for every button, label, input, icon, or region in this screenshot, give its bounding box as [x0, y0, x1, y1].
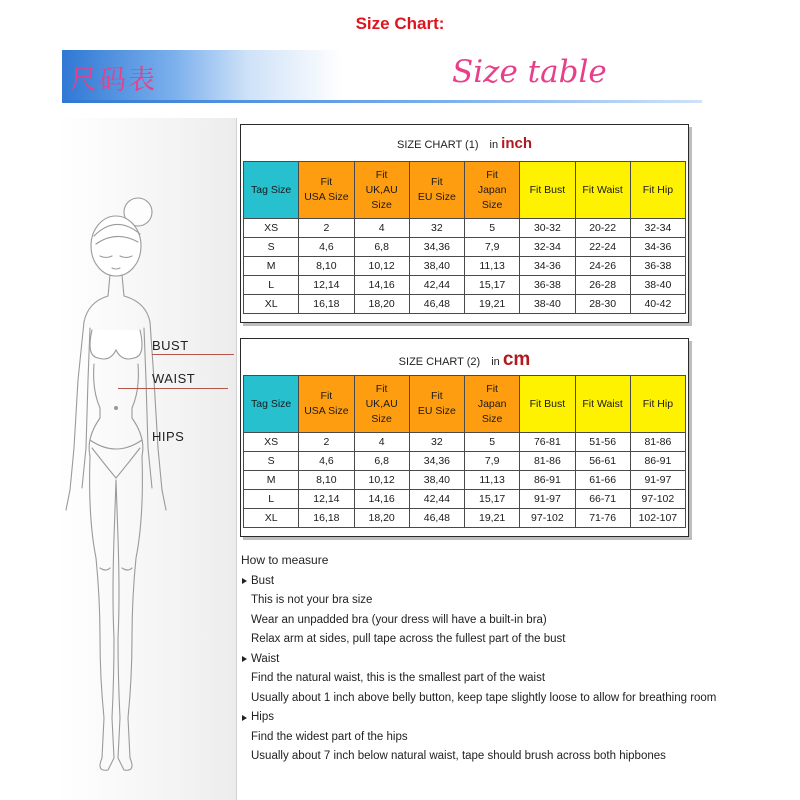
- chart-title: SIZE CHART (2): [398, 356, 481, 368]
- table-cell: 86-91: [630, 452, 685, 471]
- chart-in-text: in: [491, 356, 500, 368]
- waist-label: WAIST: [152, 371, 196, 386]
- table-cell: 2: [299, 219, 354, 238]
- table-cell: 97-102: [520, 509, 575, 528]
- table-cell: 81-86: [630, 433, 685, 452]
- table-cell: 34-36: [520, 257, 575, 276]
- page-title: Size Chart:: [355, 14, 445, 33]
- header-cell: Fit UK,AU Size: [354, 376, 409, 433]
- header-cell: Fit Japan Size: [465, 162, 520, 219]
- table-cell: 38-40: [520, 295, 575, 314]
- measure-instruction: Relax arm at sides, pull tape across the fullest part of the bust: [251, 633, 566, 645]
- triangle-bullet-icon: [242, 656, 247, 662]
- table-cell: 4: [354, 219, 409, 238]
- table-cell: 76-81: [520, 433, 575, 452]
- table-cell: 46,48: [409, 295, 464, 314]
- table-cell: L: [244, 490, 299, 509]
- table-cell: 91-97: [630, 471, 685, 490]
- table-cell: 34-36: [630, 238, 685, 257]
- table-cell: 11,13: [465, 257, 520, 276]
- table-cell: 5: [465, 433, 520, 452]
- table-cell: 10,12: [354, 257, 409, 276]
- table-cell: 102-107: [630, 509, 685, 528]
- measure-section-label: Hips: [251, 711, 275, 723]
- table-cell: 22-24: [575, 238, 630, 257]
- size-chart-inch: [240, 124, 689, 323]
- table-row: [244, 433, 686, 452]
- table-cell: 12,14: [299, 490, 354, 509]
- table-cell: L: [244, 276, 299, 295]
- table-cell: 26-28: [575, 276, 630, 295]
- chart-in-text: in: [489, 139, 499, 151]
- table-cell: M: [244, 471, 299, 490]
- chart-unit: inch: [501, 135, 533, 152]
- table-cell: 5: [465, 219, 520, 238]
- measure-instruction: Find the natural waist, this is the smallest part of the waist: [251, 672, 546, 684]
- table-row: [244, 219, 686, 238]
- measure-section-title: [241, 572, 701, 592]
- table-cell: 18,20: [354, 295, 409, 314]
- table-cell: 40-42: [630, 295, 685, 314]
- chart-title: SIZE CHART (1): [396, 139, 479, 151]
- how-to-measure: [241, 551, 717, 767]
- table-cell: 86-91: [520, 471, 575, 490]
- table-cell: 32-34: [630, 219, 685, 238]
- measure-instruction: Find the widest part of the hips: [251, 730, 408, 743]
- table-cell: 51-56: [575, 433, 630, 452]
- table-cell: 61-66: [575, 471, 630, 490]
- header-cell: Fit Hip: [630, 162, 685, 219]
- table-cell: 97-102: [630, 490, 685, 509]
- banner-underline: [62, 100, 702, 103]
- table-cell: 7,9: [465, 238, 520, 257]
- header-cell: Fit EU Size: [409, 162, 464, 219]
- table-row: [244, 452, 686, 471]
- header-cell: Fit Waist: [575, 162, 630, 219]
- size-table-cm: [243, 375, 686, 528]
- table-cell: 4,6: [299, 452, 354, 471]
- table-header-row: [244, 376, 686, 433]
- measure-section-title: [241, 708, 701, 728]
- bust-line: [152, 354, 234, 355]
- header-cell: Fit Hip: [630, 376, 685, 433]
- table-cell: 10,12: [354, 471, 409, 490]
- table-row: [244, 509, 686, 528]
- triangle-bullet-icon: [242, 578, 247, 584]
- table-row: [244, 295, 686, 314]
- table-cell: XL: [244, 295, 299, 314]
- table-cell: 38-40: [630, 276, 685, 295]
- table-cell: 18,20: [354, 509, 409, 528]
- table-cell: 8,10: [299, 257, 354, 276]
- header-cell: Fit Bust: [520, 376, 575, 433]
- table-cell: 15,17: [465, 490, 520, 509]
- size-table-inch: [243, 161, 686, 314]
- table-cell: 66-71: [575, 490, 630, 509]
- table-row: [244, 276, 686, 295]
- measure-instruction: Wear an unpadded bra (your dress will have a built-in bra): [251, 613, 547, 626]
- table-cell: 32-34: [520, 238, 575, 257]
- table-cell: 28-30: [575, 295, 630, 314]
- table-cell: 32: [409, 433, 464, 452]
- table-cell: 11,13: [465, 471, 520, 490]
- measure-instruction: Usually about 1 inch above belly button, keep tape slightly loose to allow for breathing room: [251, 691, 717, 704]
- table-cell: S: [244, 238, 299, 257]
- measure-instruction: This is not your bra size: [251, 594, 373, 606]
- table-cell: 30-32: [520, 219, 575, 238]
- table-cell: XS: [244, 433, 299, 452]
- table-cell: 42,44: [409, 490, 464, 509]
- table-row: [244, 257, 686, 276]
- chart-unit: cm: [502, 349, 531, 370]
- measure-heading: How to measure: [241, 553, 329, 567]
- chart-header: [241, 339, 688, 375]
- header-cell: Fit UK,AU Size: [354, 162, 409, 219]
- chart-header: [241, 125, 688, 161]
- size-chart-cm: [240, 338, 689, 537]
- measure-section-label: Bust: [251, 574, 275, 587]
- table-cell: 7,9: [465, 452, 520, 471]
- header-cell: Fit Japan Size: [465, 376, 520, 433]
- female-figure-illustration: [56, 118, 236, 800]
- table-cell: 46,48: [409, 509, 464, 528]
- table-cell: 36-38: [630, 257, 685, 276]
- table-cell: 20-22: [575, 219, 630, 238]
- table-cell: M: [244, 257, 299, 276]
- table-row: [244, 490, 686, 509]
- triangle-bullet-icon: [242, 715, 247, 721]
- table-cell: 38,40: [409, 471, 464, 490]
- table-cell: 2: [299, 433, 354, 452]
- table-cell: 81-86: [520, 452, 575, 471]
- table-cell: 56-61: [575, 452, 630, 471]
- bust-label: BUST: [152, 338, 189, 353]
- table-header-row: [244, 162, 686, 219]
- table-row: [244, 238, 686, 257]
- banner-chinese-title: 尺码表: [70, 65, 157, 96]
- table-cell: S: [244, 452, 299, 471]
- table-cell: 12,14: [299, 276, 354, 295]
- table-cell: 14,16: [354, 490, 409, 509]
- table-cell: 34,36: [409, 452, 464, 471]
- table-cell: 14,16: [354, 276, 409, 295]
- table-cell: 8,10: [299, 471, 354, 490]
- table-cell: 15,17: [465, 276, 520, 295]
- banner-english-title: Size table: [452, 54, 607, 90]
- measure-section-title: [241, 650, 701, 670]
- table-cell: 19,21: [465, 295, 520, 314]
- table-cell: 24-26: [575, 257, 630, 276]
- table-cell: 6,8: [354, 238, 409, 257]
- table-cell: 16,18: [299, 509, 354, 528]
- header-cell: Fit EU Size: [409, 376, 464, 433]
- header-cell: Tag Size: [244, 376, 299, 433]
- table-cell: 19,21: [465, 509, 520, 528]
- header-cell: Fit USA Size: [299, 376, 354, 433]
- table-cell: 91-97: [520, 490, 575, 509]
- table-cell: XL: [244, 509, 299, 528]
- panel-divider: [236, 118, 237, 800]
- measure-instruction: Usually about 7 inch below natural waist, tape should brush across both hipbones: [251, 750, 666, 762]
- table-row: [244, 471, 686, 490]
- header-cell: Fit Bust: [520, 162, 575, 219]
- table-cell: 36-38: [520, 276, 575, 295]
- table-cell: 38,40: [409, 257, 464, 276]
- table-cell: 32: [409, 219, 464, 238]
- table-cell: 42,44: [409, 276, 464, 295]
- table-cell: 4: [354, 433, 409, 452]
- table-cell: 16,18: [299, 295, 354, 314]
- measure-section-label: Waist: [251, 652, 280, 665]
- table-cell: 71-76: [575, 509, 630, 528]
- header-cell: Tag Size: [244, 162, 299, 219]
- header-cell: Fit Waist: [575, 376, 630, 433]
- table-cell: 6,8: [354, 452, 409, 471]
- table-cell: 4,6: [299, 238, 354, 257]
- hips-label: HIPS: [152, 429, 185, 444]
- waist-line: [118, 388, 228, 389]
- table-cell: 34,36: [409, 238, 464, 257]
- header-cell: Fit USA Size: [299, 162, 354, 219]
- table-cell: XS: [244, 219, 299, 238]
